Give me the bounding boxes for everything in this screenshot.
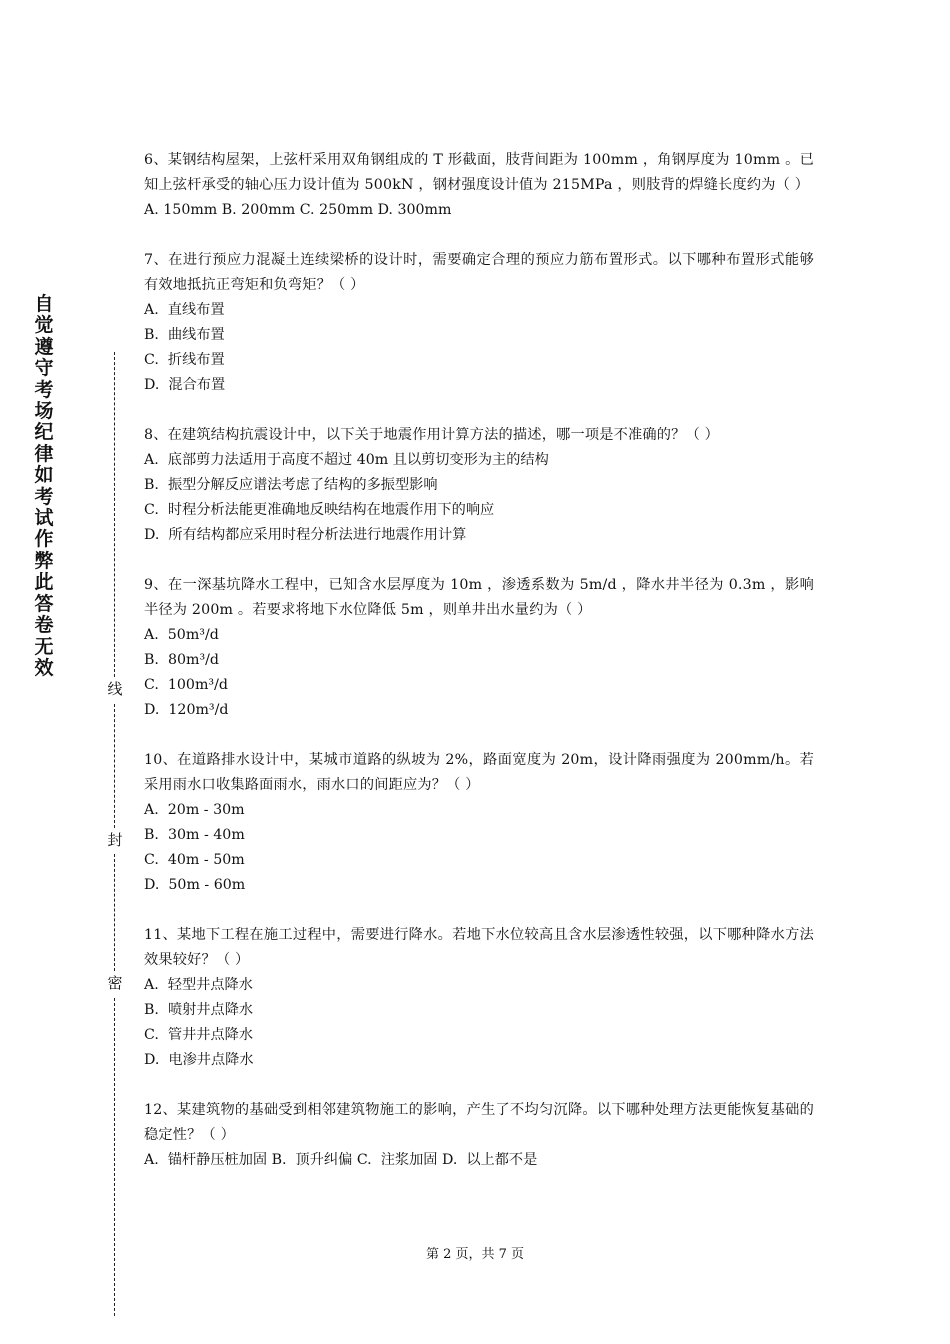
question-9 [144,573,814,723]
question-stem: 10、在道路排水设计中，某城市道路的纵坡为 2%，路面宽度为 20m，设计降雨强度为 200mm/h。若采用雨水口收集路面雨水，雨水口的间距应为？（ ） [144,752,814,793]
question-12 [144,1098,814,1173]
question-stem: 9、在一深基坑降水工程中，已知含水层厚度为 10m ，渗透系数为 5m/d ，降水井半径为 0.3m ，影响半径为 200m 。若要求将地下水位降低 5m ，则单井出水量约为（ ） [144,577,814,618]
question-stem: 7、在进行预应力混凝土连续梁桥的设计时，需要确定合理的预应力筋布置形式。以下哪种布置形式能够有效地抵抗正弯矩和负弯矩？（ ） [144,252,814,293]
binding-dashed-line [114,998,115,1316]
seal-mark-seal: 封 [107,831,123,849]
option-d: D. 混合布置 [144,377,226,393]
option-d: D. 电渗井点降水 [144,1052,254,1068]
option-b: B. 喷射井点降水 [144,1002,254,1018]
option-b: B. 曲线布置 [144,327,225,343]
question-options: A. 150mm B. 200mm C. 250mm D. 300mm [144,202,452,218]
question-11 [144,923,814,1073]
option-c: C. 时程分析法能更准确地反映结构在地震作用下的响应 [144,502,495,518]
binding-dashed-line [114,704,115,828]
option-c: C. 管井井点降水 [144,1027,254,1043]
exam-discipline-notice: 自觉遵守考场纪律如考试作弊此答卷无效 [34,293,54,679]
question-10 [144,748,814,898]
question-stem: 6、某钢结构屋架，上弦杆采用双角钢组成的 T 形截面，肢背间距为 100mm ，角钢厚度为 10mm 。已知上弦杆承受的轴心压力设计值为 500kN ，钢材强度设计值为 215MPa ，则肢背的焊缝长度约为（ ） [144,152,814,193]
option-d: D. 120m³/d [144,702,229,718]
option-a: A. 轻型井点降水 [144,977,253,993]
option-a: A. 直线布置 [144,302,225,318]
page-number: 第 2 页，共 7 页 [425,1247,525,1262]
question-stem: 11、某地下工程在施工过程中，需要进行降水。若地下水位较高且含水层渗透性较强，以下哪种降水方法效果较好？（ ） [144,927,814,968]
option-c: C. 100m³/d [144,677,228,693]
question-8 [144,423,814,548]
binding-dashed-line [114,352,115,677]
binding-dashed-line [114,854,115,971]
question-options: A. 锚杆静压桩加固 B. 顶升纠偏 C. 注浆加固 D. 以上都不是 [144,1152,538,1168]
option-b: B. 30m - 40m [144,827,245,843]
option-c: C. 40m - 50m [144,852,245,868]
option-d: D. 所有结构都应采用时程分析法进行地震作用计算 [144,527,467,543]
question-list [144,148,814,1198]
option-b: B. 振型分解反应谱法考虑了结构的多振型影响 [144,477,438,493]
option-b: B. 80m³/d [144,652,220,668]
question-stem: 8、在建筑结构抗震设计中，以下关于地震作用计算方法的描述，哪一项是不准确的？（ ） [144,427,720,443]
question-7 [144,248,814,398]
seal-mark-secret: 密 [107,974,123,992]
option-a: A. 50m³/d [144,627,219,643]
option-a: A. 底部剪力法适用于高度不超过 40m 且以剪切变形为主的结构 [144,452,549,468]
question-stem: 12、某建筑物的基础受到相邻建筑物施工的影响，产生了不均匀沉降。以下哪种处理方法更能恢复基础的稳定性？（ ） [144,1102,814,1143]
seal-mark-line: 线 [107,680,123,698]
option-a: A. 20m - 30m [144,802,245,818]
question-6 [144,148,814,223]
option-c: C. 折线布置 [144,352,225,368]
option-d: D. 50m - 60m [144,877,246,893]
